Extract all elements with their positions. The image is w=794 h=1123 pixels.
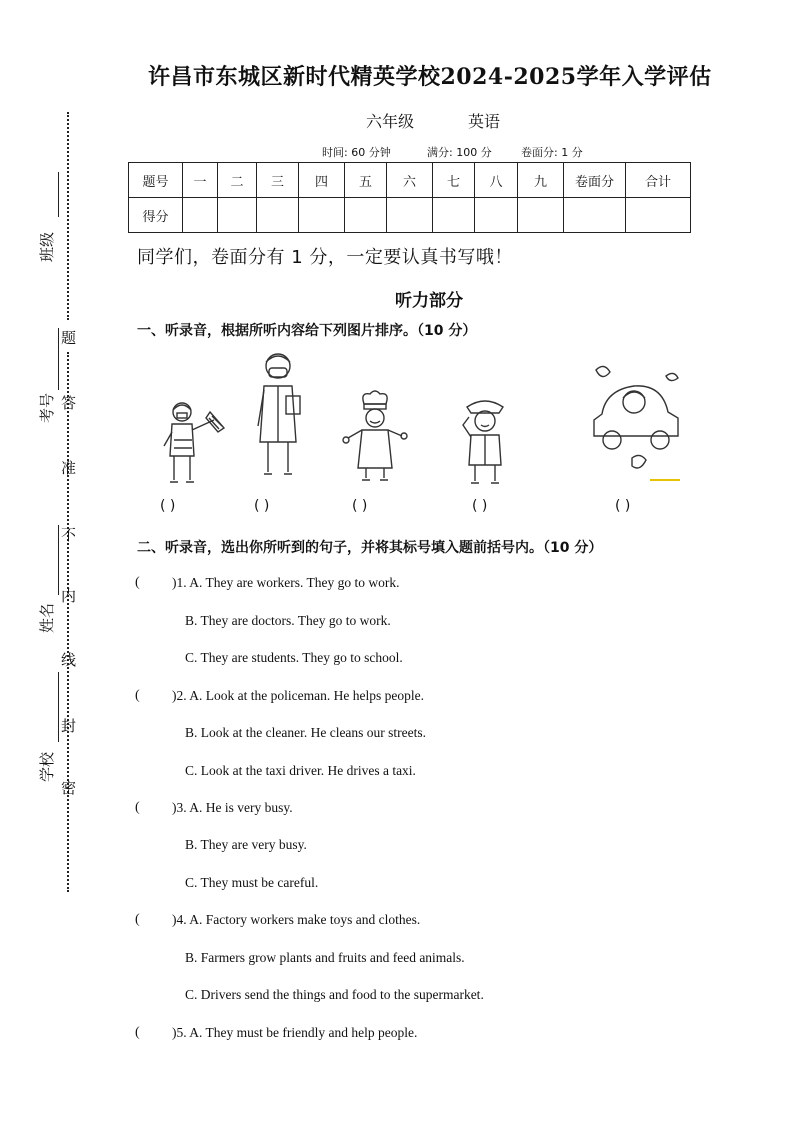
- q1-answer-blank[interactable]: ( ): [352, 498, 368, 514]
- score-table-score-row: [129, 198, 691, 233]
- exam-number-field-line[interactable]: [58, 328, 59, 390]
- exam-number-label: 考号: [38, 392, 56, 423]
- score-table-header-row: [129, 163, 691, 198]
- option-c: C. They are students. They go to school.: [185, 650, 403, 665]
- score-entry-cell[interactable]: [345, 198, 387, 233]
- score-entry-cell[interactable]: [218, 198, 257, 233]
- table-cell: 七: [433, 163, 475, 198]
- dotted-border: [67, 352, 69, 892]
- score-entry-cell[interactable]: [387, 198, 433, 233]
- q1-answer-blank[interactable]: ( ): [160, 498, 176, 514]
- q2-heading: 二、听录音，选出你所听到的句子，并将其标号填入题前括号内。（10 分）: [137, 540, 603, 556]
- option-c: C. Look at the taxi driver. He drives a taxi.: [185, 763, 416, 778]
- q1-answer-blank[interactable]: ( ): [254, 498, 270, 514]
- table-cell: 九: [518, 163, 564, 198]
- option-a: A. He is very busy.: [189, 800, 293, 815]
- table-cell: 三: [257, 163, 299, 198]
- q2-item-2: [172, 688, 424, 704]
- q2-answer-blank[interactable]: (: [135, 688, 140, 703]
- notice-text: 同学们，卷面分有 1 分，一定要认真书写哦！: [137, 247, 513, 268]
- option-c: C. They must be careful.: [185, 875, 319, 890]
- time-info: 时间: 60 分钟: [322, 146, 391, 159]
- seal-char: 密: [59, 780, 77, 797]
- cook-picture: [340, 390, 410, 485]
- q2-answer-blank[interactable]: (: [135, 800, 140, 815]
- name-label: 姓名: [38, 602, 56, 633]
- seal-char: 线: [59, 652, 77, 669]
- item-number: )5.: [172, 1025, 187, 1040]
- item-number: )3.: [172, 800, 187, 815]
- seal-char: 答: [59, 395, 77, 412]
- q1-answer-blank[interactable]: ( ): [615, 498, 631, 514]
- seal-char: 题: [59, 330, 77, 347]
- neat-score-info: 卷面分: 1 分: [521, 146, 583, 159]
- score-entry-cell[interactable]: [183, 198, 218, 233]
- table-cell: 八: [475, 163, 518, 198]
- q2-item-1: [172, 575, 399, 591]
- option-c: C. Drivers send the things and food to the supermarket.: [185, 987, 484, 1002]
- table-cell: 卷面分: [564, 163, 626, 198]
- table-cell: 六: [387, 163, 433, 198]
- q2-answer-blank[interactable]: (: [135, 1025, 140, 1040]
- school-field-line[interactable]: [58, 672, 59, 742]
- table-cell: 题号: [129, 163, 183, 198]
- table-cell: 二: [218, 163, 257, 198]
- score-entry-cell[interactable]: [433, 198, 475, 233]
- table-cell: 五: [345, 163, 387, 198]
- seal-char: 内: [59, 588, 77, 605]
- table-cell: 一: [183, 163, 218, 198]
- driver-picture: [588, 362, 684, 486]
- table-cell: 合计: [626, 163, 691, 198]
- score-entry-cell[interactable]: [626, 198, 691, 233]
- option-b: B. They are doctors. They go to work.: [185, 613, 391, 628]
- policeman-picture: [455, 395, 515, 487]
- name-field-line[interactable]: [58, 525, 59, 595]
- option-a: A. They must be friendly and help people.: [189, 1025, 418, 1040]
- listening-section-title: 听力部分: [395, 291, 463, 311]
- q2-answer-blank[interactable]: (: [135, 912, 140, 927]
- q1-answer-blank[interactable]: ( ): [472, 498, 488, 514]
- score-table: [128, 162, 691, 233]
- cleaner-picture: [152, 398, 232, 490]
- score-entry-cell[interactable]: [257, 198, 299, 233]
- table-cell: 四: [299, 163, 345, 198]
- option-b: B. Look at the cleaner. He cleans our streets.: [185, 725, 427, 740]
- grade-label: 六年级: [366, 112, 415, 131]
- subject-label: 英语: [468, 112, 501, 131]
- full-score-info: 满分: 100 分: [427, 146, 492, 159]
- score-entry-cell[interactable]: [299, 198, 345, 233]
- item-number: )2.: [172, 688, 187, 703]
- q1-heading: 一、听录音，根据所听内容给下列图片排序。（10 分）: [137, 323, 477, 339]
- score-entry-cell[interactable]: [564, 198, 626, 233]
- table-cell: 得分: [129, 198, 183, 233]
- option-a: A. Factory workers make toys and clothes.: [189, 912, 421, 927]
- item-number: )1.: [172, 575, 187, 590]
- q2-item-3: [172, 800, 293, 816]
- option-b: B. They are very busy.: [185, 837, 307, 852]
- seal-char: 封: [59, 718, 77, 735]
- doctor-picture: [250, 350, 310, 480]
- option-b: B. Farmers grow plants and fruits and feed animals.: [185, 950, 465, 965]
- class-label: 班级: [38, 231, 56, 262]
- seal-char: 准: [59, 460, 77, 477]
- option-a: A. Look at the policeman. He helps people.: [189, 688, 424, 703]
- seal-char: 不: [59, 527, 77, 544]
- q2-item-5: [172, 1025, 417, 1041]
- school-label: 学校: [38, 751, 56, 782]
- score-entry-cell[interactable]: [475, 198, 518, 233]
- score-entry-cell[interactable]: [518, 198, 564, 233]
- q2-answer-blank[interactable]: (: [135, 575, 140, 590]
- option-a: A. They are workers. They go to work.: [189, 575, 400, 590]
- item-number: )4.: [172, 912, 187, 927]
- dotted-border: [67, 112, 69, 320]
- class-field-line[interactable]: [58, 172, 59, 217]
- page-title: 许昌市东城区新时代精英学校2024-2025学年入学评估: [148, 64, 712, 90]
- q2-item-4: [172, 912, 420, 928]
